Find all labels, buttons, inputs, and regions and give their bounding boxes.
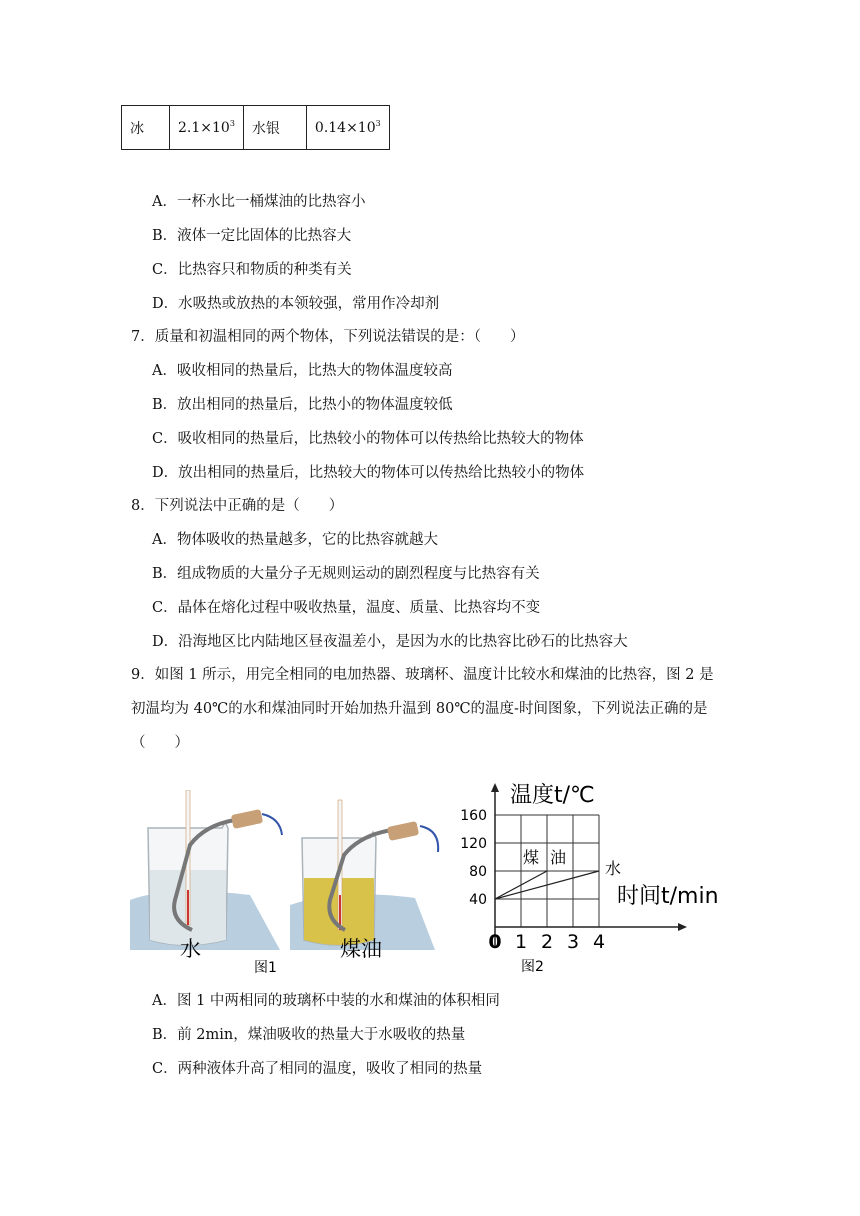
q6-option-c: C．比热容只和物质的种类有关: [152, 262, 352, 278]
y-tick-label: 80: [469, 864, 487, 880]
capacity-value: 2.1×10: [178, 120, 230, 136]
x-axis-arrow: [678, 923, 687, 931]
x-tick-label: 0: [488, 931, 502, 953]
chart-ticks: [460, 808, 605, 953]
capacity-exponent: 3: [229, 119, 235, 128]
capacity-exponent: 3: [375, 119, 381, 128]
figure-2-caption: 图2: [521, 959, 544, 975]
q8-stem: 8．下列说法中正确的是（ ）: [131, 498, 344, 514]
heater-plug: [231, 809, 263, 829]
q7-option-c: C．吸收相同的热量后，比热较小的物体可以传热给比热较大的物体: [152, 431, 584, 447]
y-axis-label: 温度t/℃: [510, 783, 595, 808]
y-tick-label: 120: [460, 836, 487, 852]
y-tick-label: 160: [460, 808, 487, 824]
figure-1-caption: 图1: [254, 960, 277, 976]
q7-option-b: B．放出相同的热量后，比热小的物体温度较低: [152, 397, 453, 413]
q9-option-c: C．两种液体升高了相同的温度，吸收了相同的热量: [152, 1061, 483, 1077]
table-cell: [306, 106, 389, 150]
q9-stem-line3: （ ）: [131, 735, 189, 751]
q9-option-a: A．图 1 中两相同的玻璃杯中装的水和煤油的体积相同: [152, 993, 500, 1009]
substance-name: 水银: [251, 120, 280, 137]
oil-label-left: 煤: [523, 848, 540, 867]
heat-capacity-table: [121, 105, 390, 150]
q9-stem-line1: 9．如图 1 所示，用完全相同的电加热器、玻璃杯、温度计比较水和煤油的比热容，图 2 是: [131, 667, 714, 683]
capacity-value: 0.14×10: [314, 120, 376, 136]
oil-label-right: 油: [550, 848, 567, 867]
q8-option-a: A．物体吸收的热量越多，它的比热容就越大: [152, 532, 438, 548]
beaker-1-label: 水: [180, 937, 201, 961]
figure-1-beakers: [130, 790, 460, 980]
y-axis-arrow: [491, 783, 499, 792]
water-label: 水: [605, 859, 622, 878]
q6-option-b: B．液体一定比固体的比热容大: [152, 228, 352, 244]
q9-option-b: B．前 2min，煤油吸收的热量大于水吸收的热量: [152, 1027, 466, 1043]
y-tick-label: 40: [469, 892, 487, 908]
x-axis-label: 时间t/min: [617, 884, 719, 909]
beaker-2-label: 煤油: [340, 937, 382, 961]
q7-option-d: D．放出相同的热量后，比热较大的物体可以传热给比热较小的物体: [152, 465, 585, 481]
q8-option-c: C．晶体在熔化过程中吸收热量，温度、质量、比热容均不变: [152, 600, 541, 616]
table-cell: [243, 106, 306, 150]
table-cell: [122, 106, 170, 150]
q7-stem: 7．质量和初温相同的两个物体，下列说法错误的是：（ ）: [131, 329, 525, 345]
x-tick-label: 3: [566, 931, 580, 953]
x-tick-label: 2: [540, 931, 554, 953]
heater-plug: [387, 821, 419, 841]
x-tick-label: 1: [514, 931, 528, 953]
table-row: [122, 106, 390, 150]
table-cell: [170, 106, 244, 150]
q8-option-d: D．沿海地区比内陆地区昼夜温差小，是因为水的比热容比砂石的比热容大: [152, 634, 628, 650]
substance-name: 冰: [130, 120, 144, 137]
q6-option-a: A．一杯水比一桶煤油的比热容小: [152, 194, 366, 210]
q8-option-b: B．组成物质的大量分子无规则运动的剧烈程度与比热容有关: [152, 566, 540, 582]
x-tick-label: 4: [592, 931, 606, 953]
q7-option-a: A．吸收相同的热量后，比热大的物体温度较高: [152, 363, 453, 379]
q9-stem-line2: 初温均为 40℃的水和煤油同时开始加热升温到 80℃的温度-时间图象，下列说法正确的是: [131, 701, 708, 717]
q6-option-d: D．水吸热或放热的本领较强，常用作冷却剂: [152, 296, 440, 312]
figure-2-chart: [455, 775, 745, 980]
